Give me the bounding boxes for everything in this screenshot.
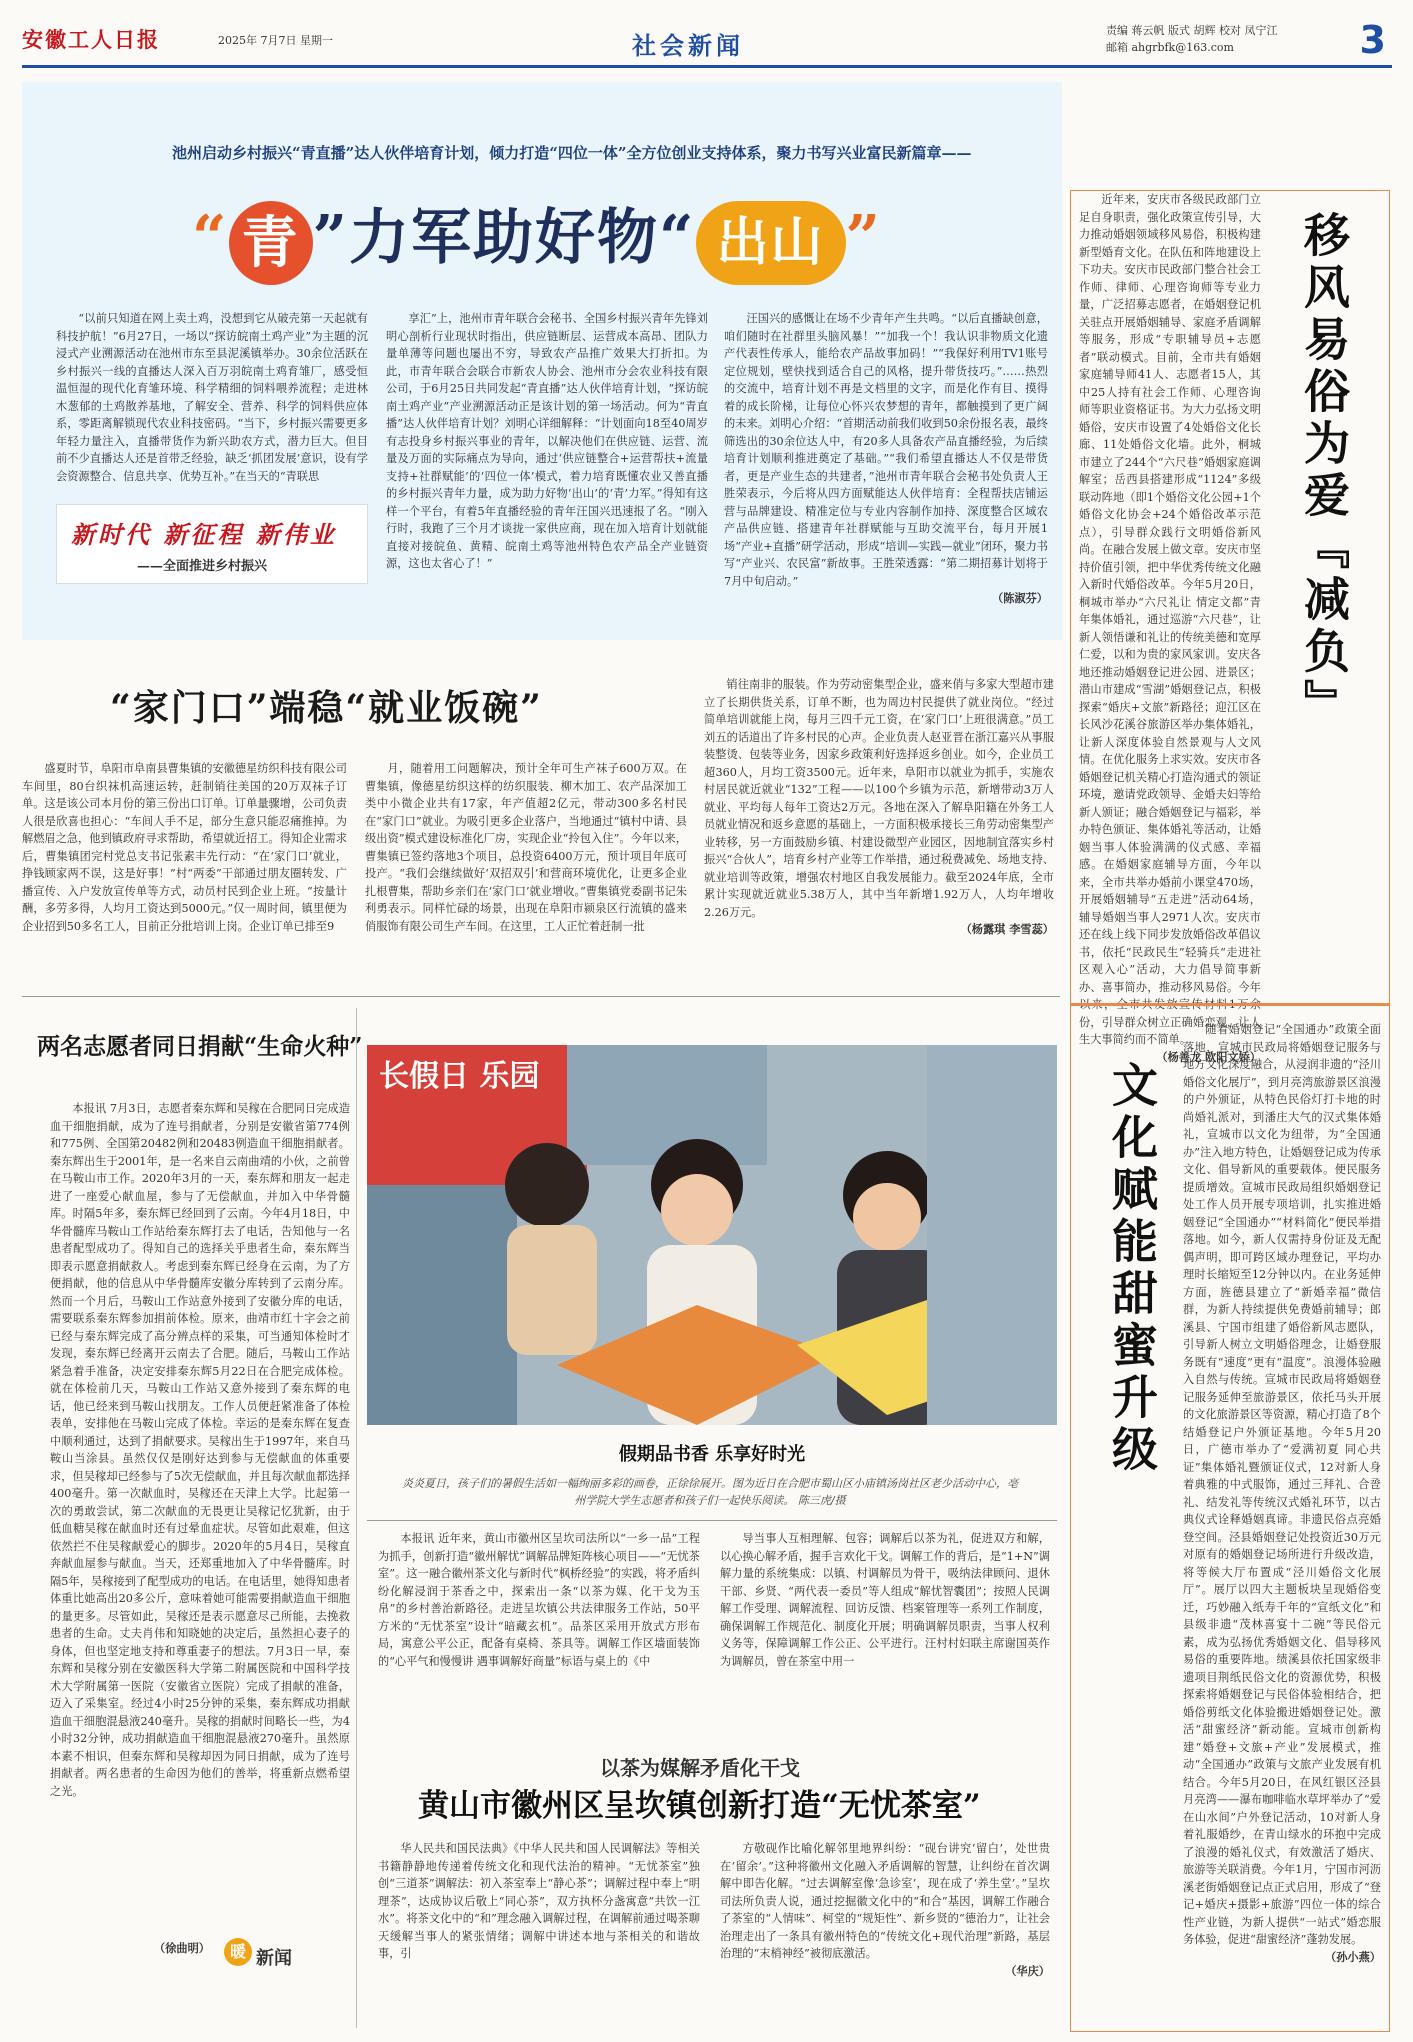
jobs-column-3	[704, 676, 1054, 988]
article-text: 盛夏时节，阜阳市阜南县曹集镇的安徽德星纺织科技有限公司车间里，80台织袜机高速运转，赶制销往美国的20万双袜子订单。这是该公司本月份的第三份出口订单。订单量骤增，公司负责人很是欣喜也担心：“车间人手不足，部分生意只能忍痛推掉。为解燃眉之急，他到镇政府寻求帮助，希望就近招工。得知企业需求后，曹集镇团完村党总支书记张素丰先行动：“在‘家门口’就业，挣钱顾家两不误，这是好事！”村“两委”干部通过朋友圈转发、广播宣传、入户发放宣传单等方式，动员村民到企业上班。“按量计酬，多劳多得，人均月工资达到5000元。”仅一周时间，镇里便为企业招到50多名工人，目前正分批培训上岗。企业订单已排至9	[22, 762, 347, 933]
byline: （孙小燕）	[1325, 1949, 1381, 1964]
divider	[1071, 1003, 1389, 1006]
feature-headline	[192, 190, 882, 285]
warm-news-tag: 暖	[224, 1938, 252, 1966]
custom-title: 移风易俗为爱『减负』	[1297, 211, 1351, 731]
paper-name: 安徽工人日报	[22, 27, 160, 52]
article-text: 方敬砚作比喻化解邻里地界纠纷：“砚台讲究‘留白’，处世贵在‘留余’。”这种将徽州文化融入矛盾调解的智慧，让纠纷在首次调解中即告化解。“过去调解室像‘急诊室’，现在成了‘养生堂’。”呈坎司法所负责人说，通过挖掘徽文化中的“和合”基因，调解工作融合了茶室的“人情味”、柯堂的“规矩性”、新乡贤的“德治力”，让社会治理走出了一条具有徽州特色的“传统文化+现代治理”新路，基层治理的“末梢神经”被彻底激活。	[720, 1842, 1050, 1960]
jobs-column-1	[22, 760, 347, 985]
culture-article-text	[1183, 1021, 1381, 2021]
warm-news-label: 新闻	[256, 1948, 292, 1969]
article-text: 享汇”上，池州市青年联合会秘书、全国乡村振兴青年先锋刘明心剖析行业现状时指出，供应链断层、运营成本高昂、团队力量单薄等问题也屡出不穷，导致农产品推广效果大打折扣。为此，市青年联合会联合市新农人协会、池州市分会农业科技有限公司，于6月25日共同发起“青直播”达人伙伴培育计划，“探访皖南土鸡产业”产业溯源活动正是该计划的第一场活动。何为“青直播”达人伙伴培育计划？刘明心详细解释：“计划面向18至40周岁有志投身乡村振兴事业的青年，以解决他们在供应链、运营、流量及万面的实际痛点为导向，通过‘供应链整合+运营帮扶+流量支持+社群赋能’的‘四位一体’模式，着力培育既懂农业又善直播的乡村振兴青年力量，成为助力好物‘出山’的‘青’力军。”得知有这样一个平台，有着5年直播经验的青年汪国兴迅速报了名。“刚入行时，我跑了三个月才谈拢一家供应商，现在加入培育计划就能直接对接皖鱼、黄精、皖南土鸡等池州特色农产品全产业链资源，这也太省心了！”	[386, 312, 708, 570]
reading-photo	[367, 1045, 1057, 1425]
teahouse-column-4	[720, 1840, 1050, 2030]
feature-kicker: 池州启动乡村振兴“青直播”达人伙伴培育计划，倾力打造“四位一体”全方位创业支持体系，聚力书写兴业富民新篇章——	[172, 144, 972, 162]
teahouse-kicker: 以茶为媒解矛盾化干戈	[600, 1756, 800, 1780]
teahouse-headline: 黄山市徽州区呈坎镇创新打造“无忧茶室”	[418, 1788, 981, 1824]
banner-slogan: 新时代 新征程 新伟业	[71, 520, 337, 549]
staff-line: 责编 蒋云帆 版式 胡辉 校对 凤宁江	[1106, 24, 1278, 37]
article-text: 随着婚姻登记“全国通办”政策全面落地，宣城市民政局将婚姻登记服务与地方文化深度融合，从浸润非遗的“泾川婚俗文化展厅”，到月亮湾旅游景区浪漫的户外颁证，从特色民俗灯打卡地的时尚婚礼派对，到潘庄大气的汉式集体婚礼，宣城市以文化为纽带，为“全国通办”注入地方特色，让婚姻登记成为传承文化、倡导新风的重要载体。便民服务提质增效。宣城市民政局组织婚姻登记处工作人员开展专项培训，扎实推进婚姻登记“全国通办”“材料简化”便民举措落地。如今，新人仅需持身份证及无配偶声明，即可跨区域办理登记，平均办理时长缩短至12分钟以内。在业务延伸方面，旌德县建立了“新婚幸福”微信群，为新人持续提供免费婚前辅导；郎溪县、宁国市组建了婚俗新风志愿队，引导新人树立文明婚俗理念，让婚登服务既有“速度”更有“温度”。浪漫体验融入自然与传统。宣城市民政局将婚姻登记服务延伸至旅游景区，依托马头开展的文化旅游景区等资源，精心打造了8个结婚登记户外颁证基地。今年5月20日，广德市举办了“爱满初夏 同心共证”集体婚礼暨颁证仪式，12对新人身着典雅的中式服饰，通过三拜礼、合卺礼、结发礼等传统汉式婚礼环节，以古典仪式诠释婚姻真谛。非遗民俗点亮婚登空间。泾县婚姻登记处投资近30万元对原有的婚姻登记场所进行升级改造，将等候大厅布置成“泾川婚俗文化展厅”。展厅以四大主题板块呈现婚俗变迁，巧妙融入纸寿千年的“宣纸文化”和县级非遗“茂林喜宴十二碗”等民俗元素，成为弘扬优秀婚姻文化、倡导移风易俗的重要阵地。绩溪县依托国家级非遗项目荆纸民俗文化的资源优势，积极探索将婚姻登记与民俗体验相结合，把婚俗剪纸文化体验搬进婚姻登记处。激活“甜蜜经济”新动能。宣城市创新构建“婚登+文旅+产业”发展模式，推动“全国通办”政策与文旅产业发展有机结合。今年5月20日，在风红银区泾县月亮湾——瀑布咖啡临水草坪举办了“爱在山水间”户外登记活动，10对新人身着礼服婚纱，在青山绿水的环抱中完成了浪漫的婚礼仪式，有效激活了婚庆、旅游等关联消费。今年1月，宁国市河沥溪老街婚姻登记点正式启用，形成了“登记+婚庆+摄影+旅游”四位一体的综合性产业链，为新人提供“一站式”婚恋服务体验，促进“甜蜜经济”蓬勃发展。	[1183, 1023, 1381, 1946]
donation-article	[50, 1100, 350, 1940]
article-text: 华人民共和国民法典》《中华人民共和国人民调解法》等相关书籍静静地传递着传统文化和现代法治的精神。“无忧茶室”独创“三道茶”调解法：初入茶室奉上“静心茶”；调解过程中奉上“明理茶”，达成协议后敬上“同心茶”，双方执杯分盏寓意“共饮一江水”。将茶文化中的“和”理念融入调解过程，在调解前通过喝茶聊天缓解当事人的紧张情绪；调解中讲述本地与茶相关的和谐故事，引	[378, 1842, 700, 1960]
article-text: 销往南非的服装。作为劳动密集型企业，盛来俏与多家大型超市建立了长期供货关系，订单不断，也为周边村民提供了就业岗位。“经过简单培训就能上岗，每月三四千元工资，在‘家门口’上班很满意。”员工刘五的话道出了许多村民的心声。企业负责人赵亚晋在浙江嘉兴从事服装整烫、包装等业务，因家乡政策利好选择返乡创业。如今，企业员工超360人，月均工资3500元。近年来，阜阳市以就业为抓手，实施农村居民就近就业“132”工程——以100个乡镇为示范，新增带动3万人就业、平均每人每年工资达2万元。各地在深入了解阜阳籍在外务工人员就业情况和返乡意愿的基础上，一方面积极承接长三角劳动密集型产业转移，另一方面鼓励乡镇、村建设微型产业园区，因地制宜落实乡村振兴“合伙人”，培育乡村产业等工作举措，通过税费减免、场地支持、就业培训等政策，增强农村地区自我发展能力。截至2024年底，全市累计实现就近就业5.38万人，其中当年新增1.92万人，人均年增收2.26万元。	[704, 678, 1054, 919]
byline: （徐曲明）	[154, 1941, 210, 1955]
byline: （陈淑芬）	[992, 591, 1048, 605]
article-text: “以前只知道在网上卖土鸡，没想到它从破壳第一天起就有科技护航！”6月27日，一场以“探访皖南土鸡产业”为主题的沉浸式产业溯源活动在池州市东至县泥溪镇举办。30余位活跃在乡村振兴一线的直播达人深入百万羽皖南土鸡育雏厂，感受恒温恒湿的现代化育雏环境、科学精细的饲料喂养流程；走进林木葱郁的土鸡散养基地，了解安全、营养、科学的饲料供应体系，零距离解锁现代农业科技密码。“当下，乡村振兴需要更多年轻力量注入，直播带货作为新兴助农方式，潜力巨大。但目前不少直播达人还是首带乏经验，缺乏‘抓团发展’意识，设有学会资源整合、信息共享、优势互补。”在当天的“青联思	[56, 312, 368, 483]
quote-mark: “	[192, 203, 229, 273]
feature-column-1	[56, 310, 368, 502]
photo-caption-title: 假期品书香 乐享好时光	[618, 1444, 806, 1465]
article-text: 月，随着用工问题解决，预计全年可生产袜子600万双。在曹集镇，像德星纺织这样的纺织服装、柳木加工、农产品深加工类中小微企业共有17家，年产值超2亿元，带动300多名村民在“家门口”就业。为吸引更多企业落户，当地通过“镇村中请、县级出资”模式建设标准化厂房，实现企业“拎包入住”。今年以来，曹集镇已签约落地3个项目，总投资6400万元，预计项目年底可投产。“我们会继续做好‘双招双引’和营商环境优化，让更多企业扎根曹集，帮助乡亲们在‘家门口’就业增收。”曹集镇党委副书记朱利勇表示。同样忙碌的场景，出现在阜阳市颍泉区行流镇的盛来俏服饰有限公司生产车间。在这里，工人正忙着赶制一批	[365, 762, 687, 933]
divider	[356, 1008, 357, 2028]
photo-banner-text: 长假日 乐园	[379, 1059, 540, 1094]
jobs-column-2	[365, 760, 687, 985]
teahouse-column-2	[720, 1530, 1050, 1740]
slogan-banner	[56, 504, 368, 584]
divider	[367, 1520, 1057, 1521]
article-text: 近年来，安庆市各级民政部门立足自身职责，强化政策宣传引导，大力推动婚姻领域移风易俗，积极构建新型婚育文化。在队伍和阵地建设上下功夫。安庆市民政部门整合社会工作师、律师、心理咨询师等专业力量，广泛招募志愿者，在婚姻登记机关驻点开展婚姻辅导、家庭矛盾调解等服务，形成“专职辅导员+志愿者”联动模式。目前，全市共有婚姻家庭辅导师41人、志愿者15人，其中25人持有社会工作师、心理咨询师等职业资格证书。为大力弘扬文明婚俗，安庆市设置了4处婚俗文化长廊、11处婚俗文化墙。此外，桐城市建立了244个“六尺巷”婚姻家庭调解室；岳西县搭建形成“1124”多级联动阵地（即1个婚俗文化公园+1个婚俗文化协会+24个婚俗改革示范点），引导群众践行文明婚俗新风尚。在融合发展上做文章。安庆市坚持价值引领，把中华优秀传统文化融入新时代婚俗改革。今年5月20日，桐城市举办“六尺礼让 情定文都”青年集体婚礼，通过巡游“六尺巷”，让新人领悟谦和礼让的传统美德和宽厚仁爱，以和为贵的家风家训。安庆各地还推动婚姻登记进公园、进景区；潜山市建成“雪湖”婚姻登记点，积极探索“婚庆+文旅”新路径；迎江区在长风沙花溪谷旅游区举办集体婚礼，让新人深度体验自然景观与人文风情。在优化服务上求实效。安庆市各婚姻登记机关精心打造沟通式的领证环境，邀请党政领导、金婚夫妇等给新人颁证；融合婚姻登记与福彩，举办特色颁证、集体婚礼等活动，让婚姻当事人体验满满的仪式感、幸福感。在婚姻家庭辅导方面，今年以来，全市共举办婚前小课堂470场，开展婚姻辅导“五走进”活动64场，辅导婚姻当事人2971人次。安庆市还在线上线下同步发放婚俗改革倡议书，依托“民政民生”轻骑兵“走进社区观入心”活动，大力倡导简事新办、喜事简办，推动移风易俗。今年以来，全市共发放宣传材料1万余份，引导群众树立正确婚恋观，让人生大事简约而不简单。	[1079, 193, 1261, 1046]
byline: （杨露琪 李雪蕊）	[960, 922, 1054, 936]
teahouse-column-1	[378, 1530, 700, 1740]
masthead	[22, 18, 1392, 68]
jobs-headline: “家门口”端稳“就业饭碗”	[110, 687, 543, 729]
byline: （华庆）	[1005, 1963, 1050, 1978]
feature-column-2	[386, 310, 708, 625]
donation-headline: 两名志愿者同日捐献“生命火种”	[37, 1033, 363, 1060]
culture-title: 文化赋能甜蜜升级	[1105, 1061, 1159, 1477]
page-number: 3	[1359, 18, 1386, 62]
banner-subtitle: ——全面推进乡村振兴	[137, 559, 268, 574]
issue-date: 2025年 7月7日 星期一	[218, 34, 333, 47]
photo-credit: 陈三虎/摄	[797, 1494, 846, 1507]
article-text: 汪国兴的感慨让在场不少青年产生共鸣。“以后直播缺创意，咱们随时在社群里头脑风暴！”“加我一个！我认识非物质文化遗产代表性传承人，能给农产品故事加码！”“我保好利用TV1账号定位规划，壁快找到适合自己的风格，提升带货技巧。”……热烈的交流中，培育计划不再是文档里的文字，而是化作有目、摸得着的成长阶梯，让每位心怀兴农梦想的青年，都触摸到了更广阔的未来。刘明心介绍：“首期活动前我们收到50余份报名表，最终筛选出的30余位达人中，有20多人具备农产品直播经验，为后续培育计划顺利推进奠定了基础。”“我们希望直播达人不仅是带货者，更是产业生态的共建者，”池州市青年联合会秘书处负责人王胜荣表示，今后将从四方面赋能达人伙伴培育：全程帮扶店铺运营与品牌建设、精准定位与专业内容制作加持、深度整合区域农产品供应链、搭建青年社群赋能与互助交流平台，每月开展1场“产业+直播”研学活动，形成“培训—实践—就业”闭环，聚力书写“产业兴、农民富”新故事。王胜荣透露：“第二期招募计划将于7月中旬启动。”	[724, 312, 1048, 588]
photo-caption	[400, 1475, 1020, 1509]
article-text: 本报讯 近年来，黄山市徽州区呈坎司法所以“一乡一品”工程为抓手，创新打造“徽州解忧”调解品牌矩阵核心项目——“无忧茶室”。这一融合徽州茶文化与新时代“枫桥经验”的实践，将矛盾纠纷化解浸润于茶香之中，探索出一条“以茶为媒、化干戈为玉帛”的乡村善治新路径。走进呈坎镇公共法律服务工作站，50平方米的“无忧茶室”设计“暗藏玄机”。品茶区采用开放式方形布局，寓意公平公正，配备有桌椅、茶具等。调解工作区墙面装饰的“心平气和慢慢讲 遇事调解好商量”标语与桌上的《中	[378, 1532, 700, 1668]
donation-byline-box	[50, 1940, 210, 1974]
article-text: 导当事人互相理解、包容；调解后以茶为礼，促进双方和解，以心换心解矛盾，握手言欢化干戈。调解工作的背后，是“1+N”调解力量的系统集成：以镇、村调解员为骨干，吸纳法律顾问、退休干部、乡贤、“两代表一委员”等人组成“解忧智囊团”；按照人民调解工作受理、调解流程、回访反馈、档案管理等一系列工作制度，确保调解工作规范化、制度化开展；明确调解员职责，当事人权利义务等，保障调解工作公正、公平进行。汪村村妇联主席谢国英作为调解员，曾在茶室中用一	[720, 1532, 1050, 1668]
email-line: 邮箱 ahgrbfk@163.com	[1106, 41, 1234, 54]
right-column	[1070, 190, 1390, 2032]
photo-illustration	[367, 1045, 1057, 1425]
headline-circle-pair: 出山	[696, 201, 846, 285]
feature-column-3	[724, 310, 1048, 625]
quote-mark: ”	[845, 203, 883, 273]
section-title: 社会新闻	[632, 31, 744, 60]
caption-text: 炎炎夏日，孩子们的暑假生活如一幅绚丽多彩的画卷，正徐徐展开。图为近日在合肥市蜀山区小庙镇汤岗社区老少活动中心，亳州学院大学生志愿者和孩子们一起快乐阅读。	[402, 1477, 1018, 1507]
custom-article-text	[1079, 191, 1261, 1064]
divider	[22, 996, 1060, 997]
byline: （杨善龙 欧阳文娇）	[1156, 1049, 1261, 1064]
feature-panel	[22, 82, 1062, 640]
teahouse-column-3	[378, 1840, 700, 2030]
article-text: 本报讯 7月3日，志愿者秦东辉和吴稼在合肥同日完成造血干细胞捐献，成为了连号捐献者，分别是安徽省第774例和775例、全国第20482例和20483例造血干细胞捐献者。秦东辉出生于2001年，是一名来自云南曲靖的小伙，之前曾在马鞍山市工作。2020年3月的一天，秦东辉和朋友一起走进了一座爱心献血屋，参与了无偿献血，并加入中华骨髓库。时隔5年多，秦东辉已经回到了云南。今年4月18日，中华骨髓库马鞍山工作站给秦东辉打去了电话，告知他与一名患者配型成功了。得知自己的选择关乎患者生命，秦东辉当即表示愿意捐献救人。考虑到秦东辉已经身在云南，为了方便捐献，他的信息从中华骨髓库安徽分库转到了云南分库。然而一个月后，马鞍山工作站意外接到了安徽分库的电话，需要联系秦东辉参加捐前体检。原来，曲靖市红十字会之前已经与秦东辉完成了高分辨点样的采集，可当通知体检时才发现，秦东辉已经离开云南去了合肥。随后，马鞍山工作站紧急着手准备，决定安排秦东辉5月22日在合肥完成体检。就在体检前几天，马鞍山工作站又意外接到了秦东辉的电话，他已经来到马鞍山找朋友。工作人员便赶紧准备了体检表单，安排他在马鞍山完成了体检。幸运的是秦东辉在复查中顺利通过，达到了捐献要求。吴稼出生于1997年，来自马鞍山当涂县。虽然仅仅是刚好达到参与无偿献血的体重要求，但吴稼却已经参与了5次无偿献血，并且每次献血都选择400毫升。第一次献血时，吴稼还在天津上大学。比起第一次的勇敢尝试，第二次献血的无畏更让吴稼记忆犹新，由于低血糖吴稼在献血时还有过晕血症状。尽管如此艰难，但这依然拦不住吴稼献爱心的脚步。2020年的5月4日，吴稼直奔献血屋参与献血。当天，还郑重地加入了中华骨髓库。时隔5年，吴稼接到了配型成功的电话。在电话里，她得知患者体重比她高出20多公斤，意味着她可能需要捐献造血干细胞的量更多。尽管如此，吴稼还是表示愿意尽己所能，去挽救患者的生命。丈夫肖伟和知晓她的决定后，虽然担心妻子的身体，但也坚定地支持和尊重妻子的想法。7月3日一早，秦东辉和吴稼分别在安徽医科大学第二附属医院和中国科学技术大学附属第一医院（安徽省立医院）完成了捐献的准备，迈入了采集室。经过4小时25分钟的采集，秦东辉成功捐献造血干细胞混悬液240毫升。吴稼的捐献时间略长一些，为4小时32分钟，成功捐献造血干细胞混悬液270毫升。虽然原本素不相识，但秦东辉和吴稼却因为同日捐献，成为了连号捐献者。两名患者的生命因为他们的善举，将重新点燃希望之光。	[50, 1102, 350, 1798]
headline-circle-char: 青	[229, 201, 313, 285]
headline-text: ”力军助好物“	[312, 203, 696, 273]
staff-credits	[1106, 22, 1277, 56]
